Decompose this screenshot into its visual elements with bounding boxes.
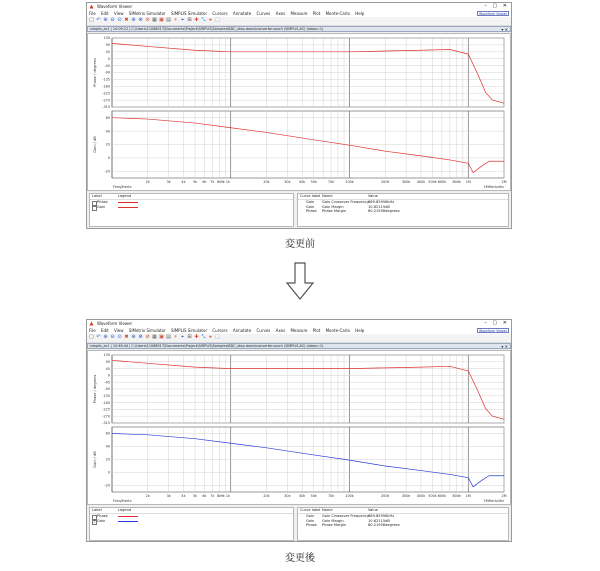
legend-panel [89,193,294,227]
table-row[interactable] [298,523,508,528]
gain-y-tick-label: 40 [105,129,110,134]
split-icon[interactable]: ⊞ [187,334,192,340]
menu-simetrix[interactable]: SIMetrix Simulator [128,11,166,16]
export-icon[interactable]: ⬚ [215,334,220,340]
phase-axis-label: Phase / degrees [93,58,97,87]
cell-name: Gain Margin [322,204,344,209]
cell-value: 60.21956degrees [368,209,400,213]
cursor-icon[interactable]: ⌖ [181,334,184,340]
col-curve-label: Curve label [300,508,321,512]
legend-line [118,202,138,203]
x-tick-label: 30k [284,494,291,498]
cell-name: Phase Margin [322,209,347,213]
zoom-fit-icon[interactable]: ⊙ [117,334,122,340]
cell-curve: Gain [306,200,315,204]
phase-axis-label: Phase / degrees [93,374,97,404]
phase-y-tick-label: -225 [102,91,110,96]
gain-y-tick-label: -20 [104,169,110,174]
x-tick-label: 7k [210,494,215,498]
phase-y-tick-label: -315 [102,421,110,426]
split-icon[interactable]: ⊞ [187,17,192,23]
phase-y-tick-label: -135 [102,77,110,82]
menu-axes[interactable]: Axes [275,11,286,16]
legend-line [118,521,138,522]
zoom-in-icon[interactable]: ⊕ [103,17,108,23]
undo-icon[interactable]: ↶ [96,17,101,23]
file-path-bar[interactable] [87,343,511,349]
cell-name: Gain Crossover Frequency [322,514,369,518]
legend-header-label: Label [92,508,102,512]
x-axis-end-label: 2MHertz/div [483,185,504,189]
legend-header-legend: Legend [118,508,132,512]
new-icon[interactable]: ▢ [89,334,94,340]
menu-view[interactable]: View [114,11,124,16]
menu-simplis[interactable]: SIMPLIS Simulator [170,11,208,16]
x-tick-label: 200k [381,494,390,498]
phase-y-tick-label: 0 [107,56,110,61]
cell-value: 10.62115dB [368,518,390,523]
x-tick-label: 3k [166,494,171,498]
file-path: simplis_ac1 | 10:48:44 | C:\Users\11088017\Documents\Project\SIMPLIS\Samples\BDC_step-down\converter.sxsch (SIMPLIS-AC) (steps=1) [90,344,324,348]
x-tick-label: 8k [217,180,222,184]
cell-value: 689.85956kHz [368,514,395,518]
menu-file[interactable]: File [89,11,96,16]
measure-icon[interactable]: ⚡ [173,334,178,340]
x-tick-label: 1M [465,494,471,498]
cell-name: Gain Margin [322,518,344,523]
new-icon[interactable]: ▢ [89,17,94,23]
menu-axes[interactable]: Axes [275,328,286,333]
cell-curve: Gain [306,514,315,518]
menu-edit[interactable]: Edit [100,328,109,333]
measure-icon[interactable]: ⚡ [173,17,178,23]
app-icon [89,4,94,9]
graph-icon[interactable]: ▣ [159,334,164,340]
menu-monte-carlo[interactable]: Monte-Carlo [325,328,350,333]
cursor-icon[interactable]: ⌖ [181,17,184,23]
zoom-box-icon[interactable]: ⊕ [131,17,136,23]
gain-y-tick-label: 40 [105,444,110,449]
gain-y-tick-label: 0 [107,156,110,161]
cell-name: Phase Margin [322,523,347,527]
zoom-fit-icon[interactable]: ⊙ [117,17,122,23]
down-arrow-icon [286,262,314,300]
viewer-select[interactable]: Waveform Viewer [479,329,508,333]
cell-curve: Phase [306,523,317,527]
gain-y-tick-label: 60 [105,115,110,120]
cell-value: 10.62115dB [368,204,390,209]
x-tick-label: 200k [381,180,390,184]
x-tick-label: 500k [428,180,437,184]
x-tick-label: 100k [345,494,354,498]
zoom-out-icon[interactable]: ⊖ [110,17,115,23]
delete-icon[interactable]: ✖ [124,334,129,340]
marker-icon[interactable]: ✚ [194,334,199,340]
cell-value: 689.85956kHz [368,200,395,204]
viewer-select[interactable]: Waveform Viewer [479,12,508,16]
phase-y-tick-label: -315 [102,105,110,110]
menu-plot[interactable]: Plot [312,328,321,333]
x-tick-label: 8k [217,494,222,498]
menu-curves[interactable]: Curves [256,328,271,333]
cell-curve: Phase [306,209,317,213]
phase-y-tick-label: 90 [105,43,110,48]
export-icon[interactable]: ⬚ [215,17,220,23]
menu-simetrix[interactable]: SIMetrix Simulator [128,328,166,333]
phase-y-tick-label: 135 [103,353,110,358]
bode-plot-area[interactable] [87,33,511,191]
phase-y-tick-label: -270 [102,414,110,419]
curve-icon[interactable]: ⊘ [145,334,150,340]
menu-measure[interactable]: Measure [290,328,308,333]
legend-item-gain[interactable] [90,205,293,210]
x-tick-label: 40k [299,180,306,184]
x-tick-label: 400k [416,180,426,184]
legend-header-label: Label [92,194,102,198]
legend-item-gain[interactable] [90,519,293,524]
gain-y-tick-label: 20 [105,457,110,462]
phase-y-tick-label: -225 [102,407,110,412]
x-tick-label: 9k 1k [220,494,230,498]
x-tick-label: 5k [192,180,198,184]
window-controls[interactable]: – ▢ ✕ [484,3,509,9]
caption-after: 変更後 [285,553,315,564]
x-axis-label: Freq/Hertz [113,185,132,189]
x-tick-label: 50k [310,180,317,184]
caption-before: 変更前 [285,239,315,250]
legend-item-label: Phase [97,200,108,204]
phase-y-tick-label: 45 [105,50,110,54]
table-icon[interactable]: ▤ [166,334,171,340]
bode-plot-area[interactable] [87,350,511,505]
phase-y-tick-label: -90 [104,387,110,392]
phase-y-tick-label: 45 [105,366,110,371]
x-tick-label: 40k [299,494,306,498]
col-value: Value [368,508,378,512]
file-path: simplis_ac1 | 10:09:21 | C:\Users\11088017\Documents\Project\SIMPLIS\Samples\BDC_step-down\converter.sxsch (SIMPLIS-AC) (steps=1) [90,27,324,31]
x-axis-label: Freq/Hertz [113,499,132,503]
pan-icon[interactable]: ⊗ [138,334,143,340]
x-tick-label: 600k [437,180,447,184]
menu-bar [87,10,511,17]
zoom-in-icon[interactable]: ⊕ [103,334,108,340]
cell-value: 60.21956degrees [368,523,400,527]
phase-y-tick-label: -270 [102,98,110,103]
legend-panel [89,507,294,541]
x-tick-label: 70k [327,180,335,184]
bode-plot-svg[interactable] [88,34,512,190]
screenshot-after [86,319,512,542]
title-bar [87,3,511,10]
phase-y-tick-label: 0 [107,373,110,378]
scale-icon[interactable]: ⚹ [208,17,212,23]
phase-y-tick-label: -180 [102,400,110,405]
x-tick-label: 800k [452,494,461,498]
phase-y-tick-label: -90 [104,70,110,75]
tool-bar [87,17,511,26]
x-tick-label: 2k [145,494,150,498]
menu-help[interactable]: Help [355,328,365,333]
grid-icon[interactable]: ▦ [152,334,157,340]
x-tick-label: 400k [416,494,426,498]
col-name: Name [322,508,333,512]
cell-curve: Gain [306,518,315,523]
x-axis-end-label: 2MHertz/div [483,499,504,503]
x-tick-label: 50k [310,494,317,498]
grid-icon[interactable]: ▦ [152,17,157,23]
x-tick-label: 1M [465,180,471,184]
gain-axis-label: Gain / dB [93,451,97,468]
undo-icon[interactable]: ↶ [96,334,101,340]
screenshot-before [86,2,512,229]
x-tick-label: 2M [501,494,507,498]
checkbox[interactable]: ✓ [93,520,96,524]
menu-measure[interactable]: Measure [290,11,308,16]
curve-icon[interactable]: ⊘ [145,17,150,23]
menu-file[interactable]: File [89,328,96,333]
window-title: Waveform Viewer [97,321,133,326]
x-tick-label: 20k [263,494,270,498]
x-tick-label: 30k [284,180,291,184]
axis-icon[interactable]: ⤡ [201,334,206,340]
app-icon [89,321,94,326]
menu-bar [87,327,511,334]
col-curve-label: Curve label [300,194,321,198]
x-tick-label: 2k [145,180,150,184]
pan-icon[interactable]: ⊗ [138,17,143,23]
cell-curve: Gain [306,204,315,209]
legend-item-label: Phase [97,514,108,518]
col-value: Value [368,194,378,198]
x-tick-label: 7k [210,180,215,184]
phase-y-tick-label: 90 [105,360,110,364]
delete-icon[interactable]: ✖ [124,17,129,23]
cursor-table [297,507,509,541]
x-tick-label: 800k [452,180,461,184]
legend-item-label: Gain [97,519,106,523]
menu-edit[interactable]: Edit [100,11,109,16]
window-controls[interactable]: – ▢ ✕ [484,320,509,326]
legend-line [118,516,138,517]
x-tick-label: 2M [501,180,507,184]
menu-simplis[interactable]: SIMPLIS Simulator [170,328,208,333]
x-tick-label: 600k [437,494,447,498]
menu-annotate[interactable]: Annotate [232,328,252,333]
close-tab-icon[interactable]: ▾ ✕ [501,344,508,349]
x-tick-label: 3k [166,180,171,184]
x-tick-label: 5k [192,494,198,498]
phase-y-tick-label: -45 [104,380,110,385]
legend-header-legend: Legend [118,194,132,198]
zoom-out-icon[interactable]: ⊖ [110,334,115,340]
x-tick-label: 4k [181,494,186,498]
gain-axis-label: Gain / dB [93,136,97,153]
menu-help[interactable]: Help [355,11,365,16]
close-tab-icon[interactable]: ▾ ✕ [501,27,508,32]
window-title: Waveform Viewer [97,4,133,9]
x-tick-label: 6k [202,494,207,498]
menu-annotate[interactable]: Annotate [232,11,252,16]
gain-y-tick-label: -20 [104,483,110,488]
table-row[interactable] [298,209,508,214]
gain-y-tick-label: 0 [107,470,110,475]
marker-icon[interactable]: ✚ [194,17,199,23]
phase-y-tick-label: 135 [103,36,110,41]
graph-icon[interactable]: ▣ [159,17,164,23]
bode-plot-svg[interactable] [88,351,512,504]
x-tick-label: 300k [401,494,411,498]
x-tick-label: 6k [202,180,207,184]
x-tick-label: 9k 1k [220,180,230,184]
menu-cursors[interactable]: Cursors [212,328,228,333]
zoom-box-icon[interactable]: ⊕ [131,334,136,340]
x-tick-label: 4k [181,180,186,184]
phase-y-tick-label: -45 [104,63,110,68]
x-tick-label: 70k [327,494,335,498]
menu-curves[interactable]: Curves [256,11,271,16]
col-name: Name [322,194,333,198]
x-tick-label: 100k [345,180,354,184]
x-tick-label: 20k [263,180,270,184]
phase-y-tick-label: -180 [102,84,110,89]
menu-monte-carlo[interactable]: Monte-Carlo [325,11,350,16]
menu-plot[interactable]: Plot [312,11,321,16]
cell-name: Gain Crossover Frequency [322,200,369,204]
gain-y-tick-label: 20 [105,142,110,147]
tool-bar [87,334,511,343]
x-tick-label: 300k [401,180,411,184]
file-path-bar[interactable] [87,26,511,32]
title-bar [87,320,511,327]
menu-view[interactable]: View [114,328,124,333]
legend-item-label: Gain [97,205,106,209]
table-icon[interactable]: ▤ [166,17,171,23]
cursor-table [297,193,509,227]
menu-cursors[interactable]: Cursors [212,11,228,16]
axis-icon[interactable]: ⤡ [201,17,206,23]
x-tick-label: 500k [428,494,437,498]
scale-icon[interactable]: ⚹ [208,334,212,340]
phase-y-tick-label: -135 [102,394,110,398]
legend-line [118,207,138,208]
gain-y-tick-label: 60 [105,431,110,436]
